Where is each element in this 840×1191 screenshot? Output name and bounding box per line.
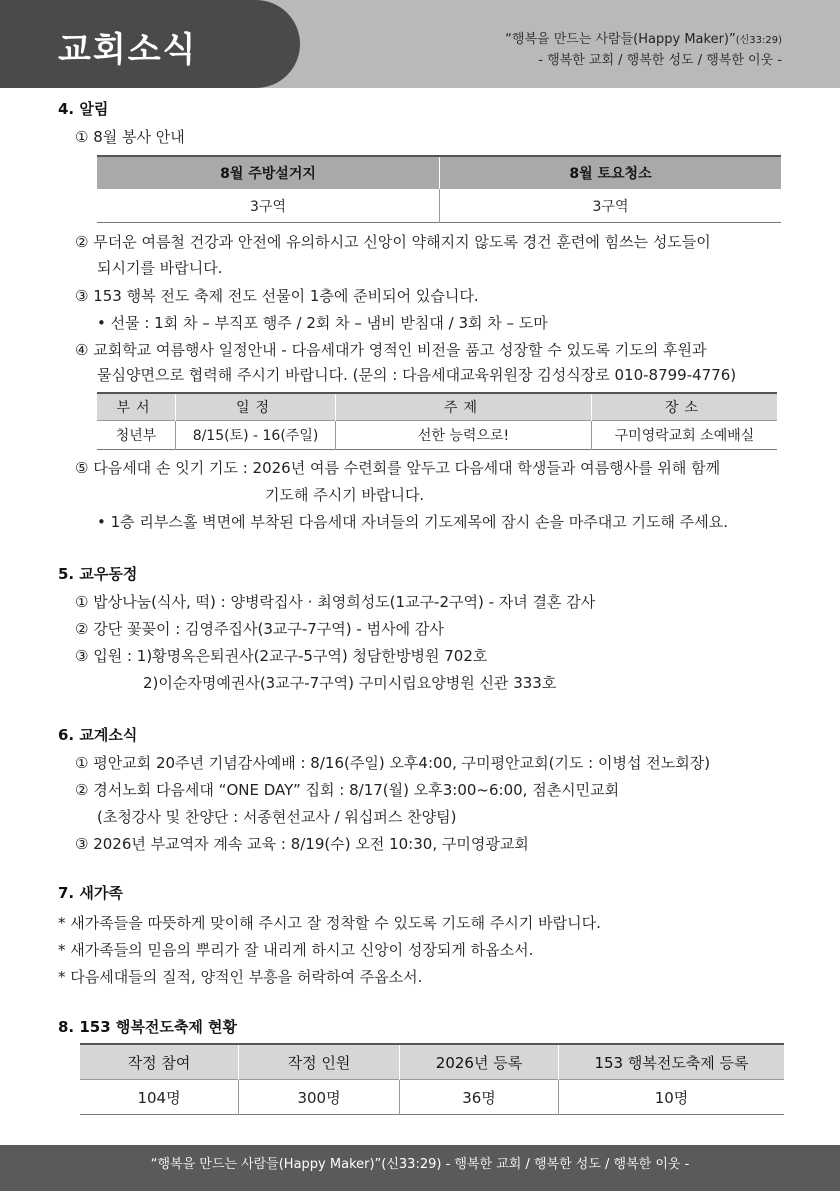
motto-line2: - 행복한 교회 / 행복한 성도 / 행복한 이웃 -	[538, 53, 782, 68]
table-header: 부서	[97, 393, 176, 421]
table-cell: 36명	[400, 1080, 559, 1115]
summer-event-table	[97, 392, 777, 450]
church-news-item-2-cont: (초청강사 및 찬양단 : 서종현선교사 / 워십퍼스 찬양팀)	[97, 808, 457, 826]
notice-item-5-line2: 기도해 주시기 바랍니다.	[265, 486, 425, 504]
table-header: 주제	[336, 393, 592, 421]
table-header: 장소	[592, 393, 778, 421]
motto-line1	[505, 30, 782, 51]
member-news-item-3-cont: 2)이순자명예권사(3교구-7구역) 구미시립요양병원 신관 333호	[143, 674, 557, 692]
church-news-item-1: ① 평안교회 20주년 기념감사예배 : 8/16(주일) 오후4:00, 구미평안교회(기도 : 이병섭 전노회장)	[75, 754, 711, 772]
table-cell: 선한 능력으로!	[336, 421, 592, 450]
table-header: 2026년 등록	[400, 1044, 559, 1080]
section-title-member-news: 5. 교우동정	[58, 565, 138, 583]
table-header: 작정 참여	[80, 1044, 239, 1080]
table-cell: 구미영락교회 소예배실	[592, 421, 778, 450]
header-motto	[505, 30, 782, 71]
table-header: 작정 인원	[239, 1044, 400, 1080]
church-news-item-3: ③ 2026년 부교역자 계속 교육 : 8/19(수) 오전 10:30, 구미영광교회	[75, 835, 529, 853]
table-cell: 8/15(토) - 16(주일)	[176, 421, 336, 450]
festival-status-table	[80, 1043, 784, 1115]
table-header: 153 행복전도축제 등록	[559, 1044, 785, 1080]
page-header	[0, 0, 840, 88]
table-cell: 300명	[239, 1080, 400, 1115]
notice-item-1: ① 8월 봉사 안내	[75, 128, 185, 146]
table-cell: 3구역	[97, 189, 440, 223]
table-cell: 10명	[559, 1080, 785, 1115]
section-title-new-family: 7. 새가족	[58, 884, 123, 902]
member-news-item-2: ② 강단 꽃꽂이 : 김영주집사(3교구-7구역) - 범사에 감사	[75, 620, 444, 638]
notice-item-4-line2: 물심양면으로 협력해 주시기 바랍니다. (문의 : 다음세대교육위원장 김성식장로 010-8799-4776)	[97, 366, 737, 384]
new-family-item-2: * 새가족들의 믿음의 뿌리가 잘 내리게 하시고 신앙이 성장되게 하옵소서.	[58, 941, 534, 959]
motto-text: “행복을 만드는 사람들(Happy Maker)”	[505, 32, 736, 47]
notice-item-3-line1: ③ 153 행복 전도 축제 전도 선물이 1층에 준비되어 있습니다.	[75, 287, 479, 305]
notice-item-5-line1: ⑤ 다음세대 손 잇기 기도 : 2026년 여름 수련회를 앞두고 다음세대 학생들과 여름행사를 위해 함께	[75, 459, 721, 477]
table-cell: 3구역	[592, 198, 629, 215]
service-schedule-table	[97, 155, 781, 223]
notice-item-3-gifts: • 선물 : 1회 차 – 부직포 행주 / 2회 차 – 냄비 받침대 / 3회 차 – 도마	[97, 314, 548, 332]
table-header: 8월 주방설거지	[97, 156, 440, 189]
section-title-notices: 4. 알림	[58, 100, 109, 118]
section-title-church-news: 6. 교계소식	[58, 726, 138, 744]
section-title-festival-status: 8. 153 행복전도축제 현황	[58, 1018, 238, 1036]
member-news-item-1: ① 밥상나눔(식사, 떡) : 양병락집사 · 최영희성도(1교구-2구역) - 자녀 결혼 감사	[75, 593, 596, 611]
notice-item-4-line1: ④ 교회학교 여름행사 일정안내 - 다음세대가 영적인 비전을 품고 성장할 수 있도록 기도의 후원과	[75, 341, 707, 359]
new-family-item-3: * 다음세대들의 질적, 양적인 부흥을 허락하여 주옵소서.	[58, 968, 423, 986]
table-cell: 104명	[80, 1080, 239, 1115]
church-news-item-2: ② 경서노회 다음세대 “ONE DAY” 집회 : 8/17(월) 오후3:00~6:00, 점촌시민교회	[75, 781, 620, 799]
page-title: 교회소식	[58, 30, 198, 70]
motto-reference: (신33:29)	[735, 35, 782, 46]
table-header: 일정	[176, 393, 336, 421]
member-news-item-3: ③ 입원 : 1)황명옥은퇴권사(2교구-5구역) 청담한방병원 702호	[75, 647, 488, 665]
notice-item-2-line1: ② 무더운 여름철 건강과 안전에 유의하시고 신앙이 약해지지 않도록 경건 훈련에 힘쓰는 성도들이	[75, 233, 711, 251]
notice-item-2-line2: 되시기를 바랍니다.	[97, 259, 223, 277]
page-footer: “행복을 만드는 사람들(Happy Maker)”(신33:29) - 행복한 교회 / 행복한 성도 / 행복한 이웃 -	[0, 1145, 840, 1191]
notice-item-5-bullet: • 1층 리부스홀 벽면에 부착된 다음세대 자녀들의 기도제목에 잠시 손을 마주대고 기도해 주세요.	[97, 513, 728, 531]
new-family-item-1: * 새가족들을 따뜻하게 맞이해 주시고 잘 정착할 수 있도록 기도해 주시기 바랍니다.	[58, 914, 601, 932]
table-cell: 청년부	[97, 421, 176, 450]
table-header: 8월 토요청소	[440, 156, 782, 189]
